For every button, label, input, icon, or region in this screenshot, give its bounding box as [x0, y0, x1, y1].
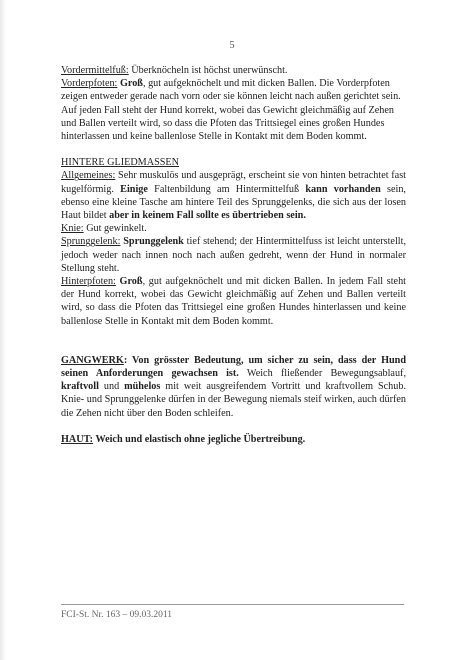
knee-label: Knie: [61, 223, 84, 235]
gait-label: GANGWERK [61, 354, 124, 366]
knee-paragraph [61, 222, 406, 235]
gait-paragraph [61, 354, 406, 420]
page-number: 5 [229, 40, 235, 51]
hock-paragraph [61, 235, 406, 275]
hock-bold: Sprunggelenk [123, 236, 184, 248]
hock-label: Sprunggelenk: [61, 236, 121, 248]
metacarpus-text: Überknöcheln ist höchst unerwünscht. [128, 65, 288, 76]
hind-feet-bold: Groß [119, 276, 143, 288]
hind-general-text-1: Sehr muskulös und ausgeprägt, erscheint sie von hinten betrachtet fast kugelförmig. [61, 170, 406, 195]
hind-heading: HINTERE GLIEDMASSEN [61, 157, 179, 169]
hind-general-label: Allgemeines: [61, 170, 116, 182]
metacarpus-paragraph [61, 64, 406, 77]
hind-general-text-2: Faltenbildung am Hintermittelfuß [147, 183, 306, 195]
page-content [61, 64, 406, 446]
footer-divider [61, 604, 404, 605]
skin-label: HAUT: [61, 433, 94, 445]
forefeet-label: Vorderpfoten: [61, 78, 118, 90]
metacarpus-label: Vordermittelfuß: [61, 65, 129, 76]
hind-feet-paragraph [61, 275, 406, 328]
forefeet-paragraph [61, 77, 406, 143]
hind-feet-label: Hinterpfoten: [61, 276, 116, 288]
hind-general-text-3: sein, ebenso eine kleine Tasche am hintere Teil des Sprunggelenks, die sich aus der losen Haut bildet [61, 183, 406, 222]
skin-paragraph [61, 433, 406, 446]
footer-reference: FCI-St. Nr. 163 – 09.03.2011 [61, 610, 173, 620]
gait-bold-1: kraftvoll [61, 381, 99, 393]
hind-general-paragraph [61, 169, 406, 222]
hind-general-bold-2: kann vorhanden [305, 183, 381, 195]
knee-text: Gut gewinkelt. [83, 223, 147, 235]
gait-bold-intro: : Von grösster Bedeutung, um sicher zu sein, dass der Hund seinen Anforderungen gewachsen ist. [61, 354, 406, 380]
gait-text-3: mit weit ausgreifendem Vortritt und kraftvollem Schub. Knie- und Sprunggelenke dürfen in der Bewegung niemals steif wirken, auch dürfen die Zehen nicht über den Boden schleifen. [61, 381, 406, 419]
forefeet-text: , gut aufgeknöchelt und mit dicken Ballen. Die Vorderpfoten zeigen entweder gerade nach vorn oder sie können leicht nach außen gerichtet sein. Auf jeden Fall steht der Hund korrekt, wobei das Gewicht gleichmäßig auf Zehen und Ballen verteilt wird, so dass die Pfoten das Trittsiegel eines großen Hundes hinterlassen und keine ballenlose Stelle in Kontakt mit dem Boden kommt. [61, 78, 401, 143]
hind-general-bold-3: aber in keinem Fall sollte es übertrieben sein. [109, 210, 306, 222]
skin-text: Weich und elastisch ohne jegliche Übertreibung. [93, 433, 306, 445]
gait-text-2: und [98, 381, 125, 393]
hind-general-bold-1: Einige [120, 183, 148, 195]
forefeet-bold: Groß [119, 78, 143, 90]
hind-feet-text: , gut aufgeknöchelt und mit dicken Ballen. In jedem Fall steht der Hund korrekt, wobei das Gewicht gleichmäßig auf Zehen und Ballen verteilt wird, so dass die Pfoten das Trittsiegel eine großen Hundes hinterlassen und keine ballenlose Stelle in Kontakt mit dem Boden kommt. [61, 276, 406, 327]
gait-text-1: Weich fließender Bewegungsablauf, [238, 368, 406, 380]
hock-text: tief stehend; der Hintermittelfuss ist leicht unterstellt, jedoch weder nach innen noch nach außen gedreht, wenn der Hund in normaler Stellung steht. [61, 236, 406, 274]
gait-bold-2: mühelos [124, 381, 161, 393]
